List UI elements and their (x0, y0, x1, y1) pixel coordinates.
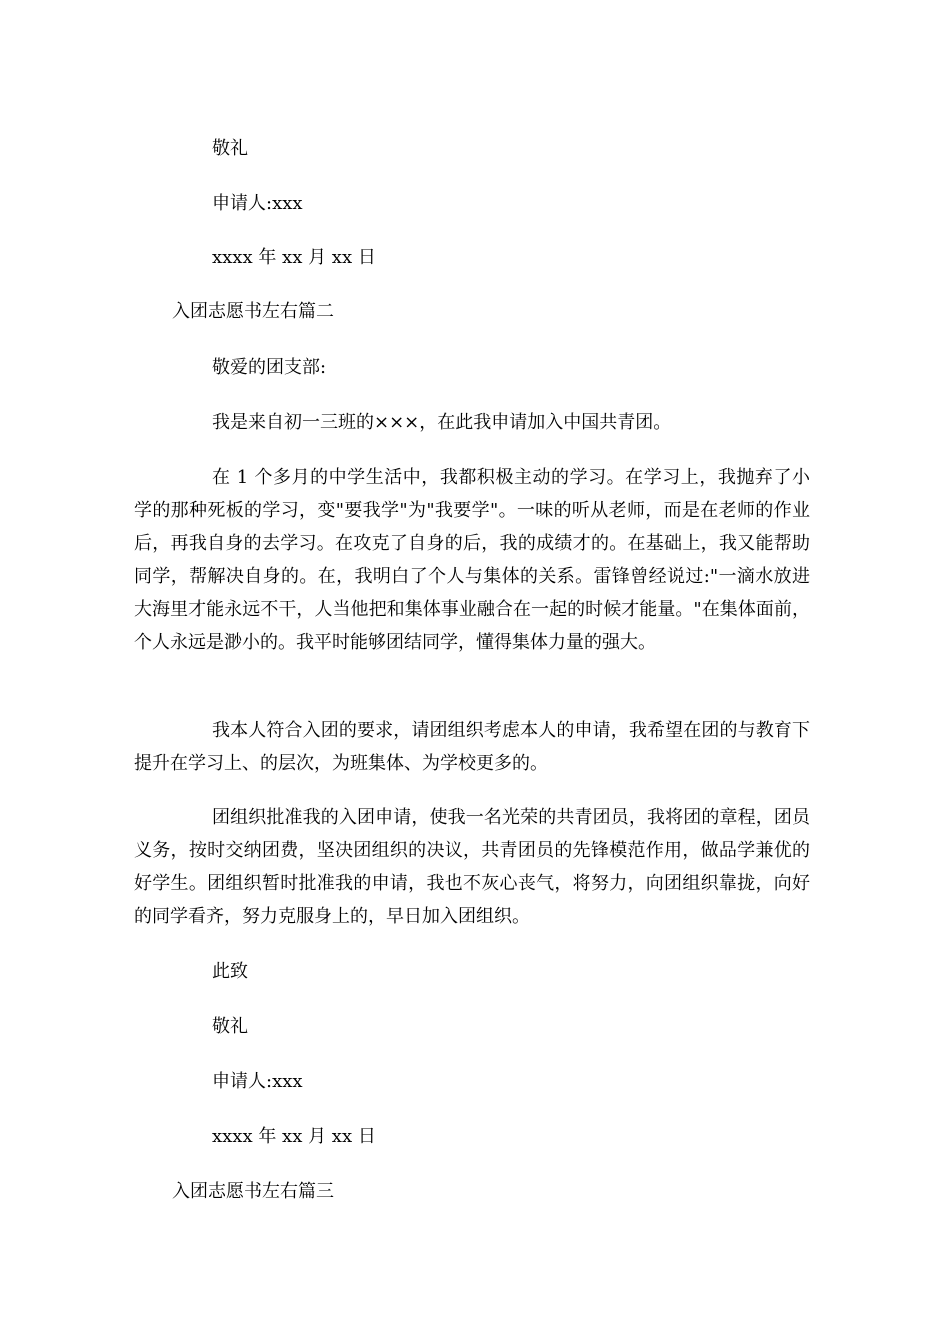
date-line: xxxx 年 xx 月 xx 日 (212, 1126, 376, 1147)
applicant-line: 申请人:xxx (212, 1071, 303, 1092)
section-heading: 入团志愿书左右篇二 (172, 301, 334, 322)
intro-line: 我是来自初一三班的×××，在此我申请加入中国共青团。 (212, 412, 672, 433)
closing-salute: 敬礼 (212, 138, 248, 159)
closing-regards: 此致 (212, 961, 248, 982)
body-paragraph: 团组织批准我的入团申请，使我一名光荣的共青团员，我将团的章程，团员义务，按时交纳团费，坚决团组织的决议，共青团员的先锋模范作用，做品学兼优的好学生。团组织暂时批准我的申请，我也不灰心丧气，将努力，向团组织靠拢，向好的同学看齐，努力克服身上的，早日加入团组织。 (134, 807, 810, 927)
section-heading: 入团志愿书左右篇三 (172, 1181, 334, 1202)
applicant-line: 申请人:xxx (212, 193, 303, 214)
body-paragraph: 我本人符合入团的要求，请团组织考虑本人的申请，我希望在团的与教育下提升在学习上、的层次，为班集体、为学校更多的。 (134, 720, 810, 774)
body-paragraph: 在 1 个多月的中学生活中，我都积极主动的学习。在学习上，我抛弃了小学的那种死板的学习，变"要我学"为"我要学"。一味的听从老师，而是在老师的作业后，再我自身的去学习。在攻克了自身的后，我的成绩才的。在基础上，我又能帮助同学，帮解决自身的。在，我明白了个人与集体的关系。雷锋曾经说过:"一滴水放进大海里才能永远不干，人当他把和集体事业融合在一起的时候才能量。"在集体面前，个人永远是渺小的。我平时能够团结同学，懂得集体力量的强大。 (134, 467, 810, 653)
date-line: xxxx 年 xx 月 xx 日 (212, 247, 376, 268)
closing-salute: 敬礼 (212, 1016, 248, 1037)
greeting-line: 敬爱的团支部: (212, 357, 327, 378)
